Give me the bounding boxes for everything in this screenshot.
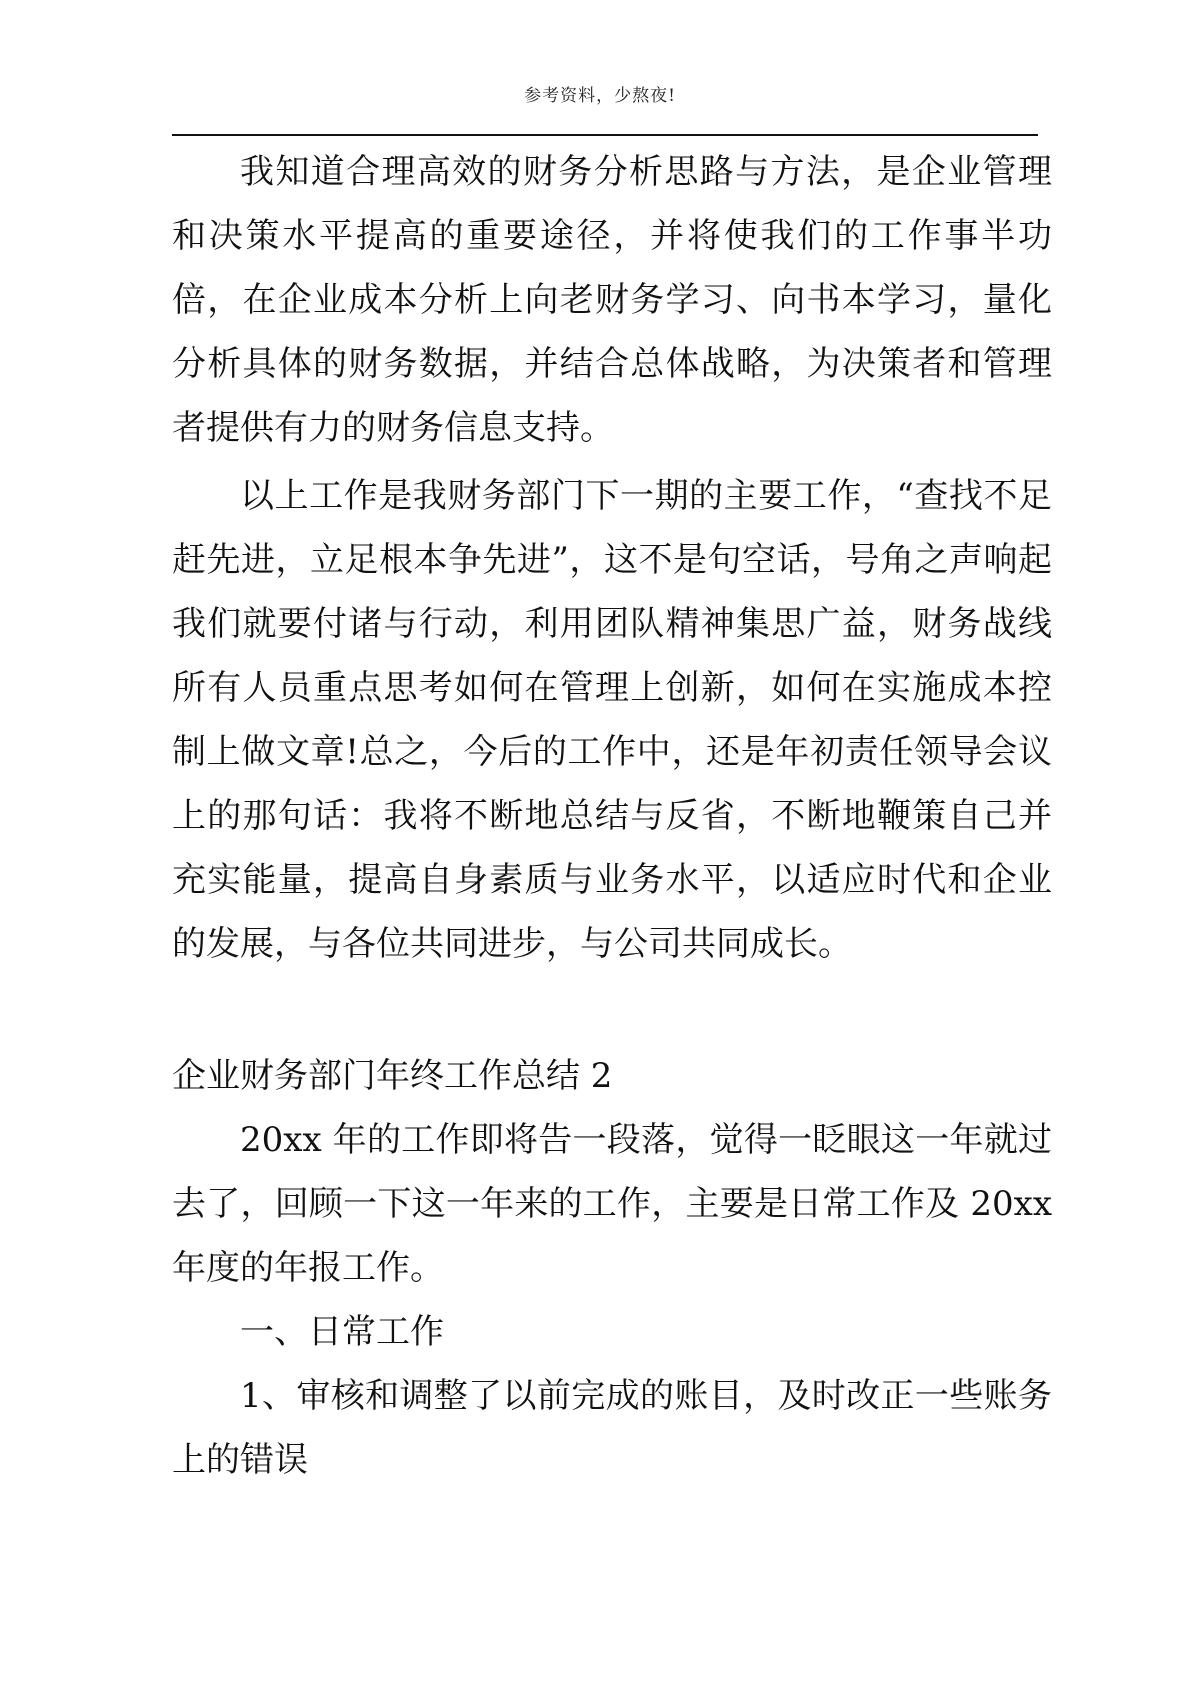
list-item-1: 1、审核和调整了以前完成的账目，及时改正一些账务上的错误 bbox=[172, 1376, 1052, 1480]
subheading-daily-work: 一、日常工作 bbox=[240, 1312, 444, 1352]
header-divider bbox=[172, 134, 1038, 136]
page-header: 参考资料，少熬夜! bbox=[524, 86, 676, 106]
paragraph-financial-analysis: 我知道合理高效的财务分析思路与方法，是企业管理和决策水平提高的重要途径，并将使我们的工作事半功倍，在企业成本分析上向老财务学习、向书本学习，量化分析具体的财务数据，并结合总体战略，为决策者和管理者提供有力的财务信息支持。 bbox=[172, 152, 1052, 448]
paragraph-year-review: 20xx 年的工作即将告一段落，觉得一眨眼这一年就过去了，回顾一下这一年来的工作，主要是日常工作及 20xx 年度的年报工作。 bbox=[172, 1120, 1052, 1288]
document-body bbox=[172, 140, 1052, 1492]
section-title: 企业财务部门年终工作总结 2 bbox=[172, 1056, 613, 1096]
paragraph-work-plan: 以上工作是我财务部门下一期的主要工作，“查找不足赶先进，立足根本争先进”，这不是句空话，号角之声响起我们就要付诸与行动，利用团队精神集思广益，财务战线所有人员重点思考如何在管理上创新，如何在实施成本控制上做文章!总之，今后的工作中，还是年初责任领导会议上的那句话：我将不断地总结与反省，不断地鞭策自己并充实能量，提高自身素质与业务水平，以适应时代和企业的发展，与各位共同进步，与公司共同成长。 bbox=[172, 476, 1052, 964]
